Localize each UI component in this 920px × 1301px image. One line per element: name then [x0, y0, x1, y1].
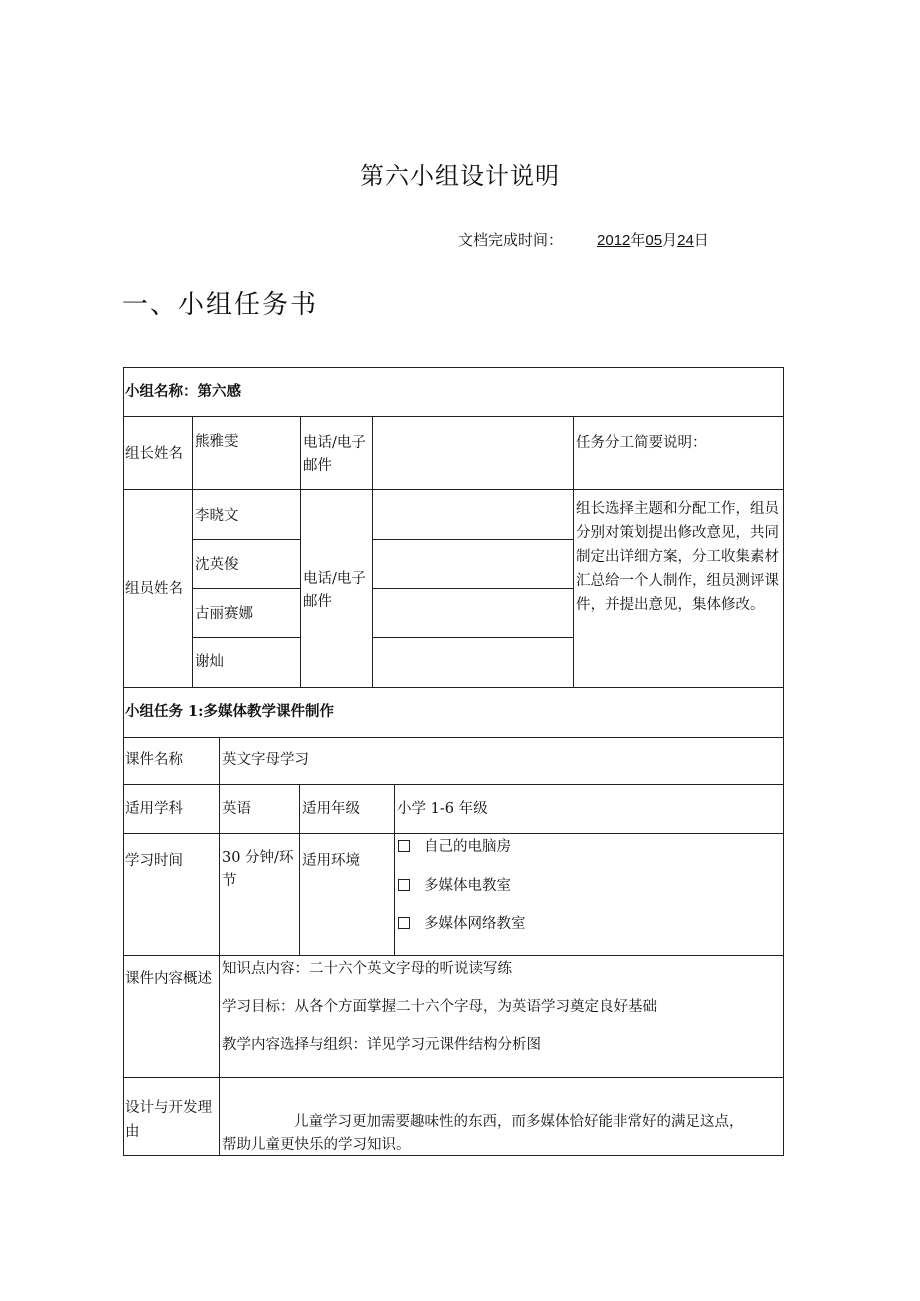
subject-value: 英语 — [222, 801, 251, 817]
content-overview-label: 课件内容概述 — [125, 971, 212, 987]
leader-contact-label-1: 电话/电子 — [303, 435, 366, 451]
content-overview-line: 学习目标：从各个方面掌握二十六个字母，为英语学习奠定良好基础 — [222, 999, 657, 1015]
grade-label: 适用年级 — [302, 801, 360, 817]
members-contact-label-2: 邮件 — [303, 594, 332, 610]
design-rationale-label-2: 由 — [125, 1124, 140, 1140]
leader-contact-label-2: 邮件 — [303, 458, 332, 474]
date-day-unit: 日 — [693, 231, 709, 249]
content-overview-line: 知识点内容：二十六个英文字母的听说读写练 — [222, 961, 512, 977]
environment-option[interactable]: 多媒体网络教室 — [398, 913, 526, 935]
team-name-row: 小组名称：第六感 — [125, 383, 241, 400]
checkbox[interactable] — [398, 917, 410, 929]
member-name: 谢灿 — [195, 654, 224, 670]
environment-option[interactable]: 自己的电脑房 — [398, 836, 511, 858]
task-division-line: 制定出详细方案，分工收集素材 — [576, 549, 779, 565]
course-name-value: 英文字母学习 — [222, 752, 309, 768]
task-division-line: 分别对策划提出修改意见，共同 — [576, 525, 779, 541]
grade-value: 小学 1-6 年级 — [397, 801, 488, 817]
section-heading: 一、小组任务书 — [122, 290, 319, 320]
member-name: 李晓文 — [195, 508, 239, 524]
environment-option[interactable]: 多媒体电教室 — [398, 875, 511, 897]
members-contact-label-1: 电话/电子 — [303, 571, 366, 587]
document-title: 第六小组设计说明 — [360, 162, 560, 190]
design-rationale-text: 儿童学习更加需要趣味性的东西，而多媒体恰好能非常好的满足这点， — [294, 1114, 744, 1130]
member-name: 沈英俊 — [195, 557, 239, 573]
date-year: 2012 — [597, 232, 631, 249]
study-time-value-2: 节 — [222, 873, 237, 889]
design-rationale-text: 帮助儿童更快乐的学习知识。 — [222, 1137, 411, 1153]
checkbox[interactable] — [398, 840, 410, 852]
completion-date — [458, 229, 709, 250]
course-name-label: 课件名称 — [125, 752, 183, 768]
member-name: 古丽赛娜 — [195, 606, 253, 622]
task-division-header: 任务分工简要说明： — [576, 435, 707, 451]
task-division-line: 件，并提出意见，集体修改。 — [576, 597, 765, 613]
study-time-label: 学习时间 — [125, 853, 183, 869]
members-label: 组员姓名 — [125, 581, 183, 597]
date-year-unit: 年 — [630, 231, 646, 249]
subject-label: 适用学科 — [125, 801, 183, 817]
task-division-line: 组长选择主题和分配工作，组员 — [576, 501, 779, 517]
leader-label: 组长姓名 — [125, 446, 183, 462]
leader-name: 熊雅雯 — [195, 434, 239, 450]
design-rationale-label-1: 设计与开发理 — [125, 1100, 212, 1116]
task-header: 小组任务 1:多媒体教学课件制作 — [125, 703, 334, 720]
date-month-unit: 月 — [662, 231, 678, 249]
task-division-line: 汇总给一个人制作，组员测评课 — [576, 573, 779, 589]
date-month: 05 — [645, 232, 663, 249]
environment-label: 适用环境 — [302, 853, 360, 869]
date-label: 文档完成时间： — [458, 231, 564, 249]
date-day: 24 — [677, 232, 694, 249]
checkbox[interactable] — [398, 879, 410, 891]
content-overview-line: 教学内容选择与组织：详见学习元课件结构分析图 — [222, 1037, 541, 1053]
study-time-value-1: 30 分钟/环 — [222, 850, 294, 866]
